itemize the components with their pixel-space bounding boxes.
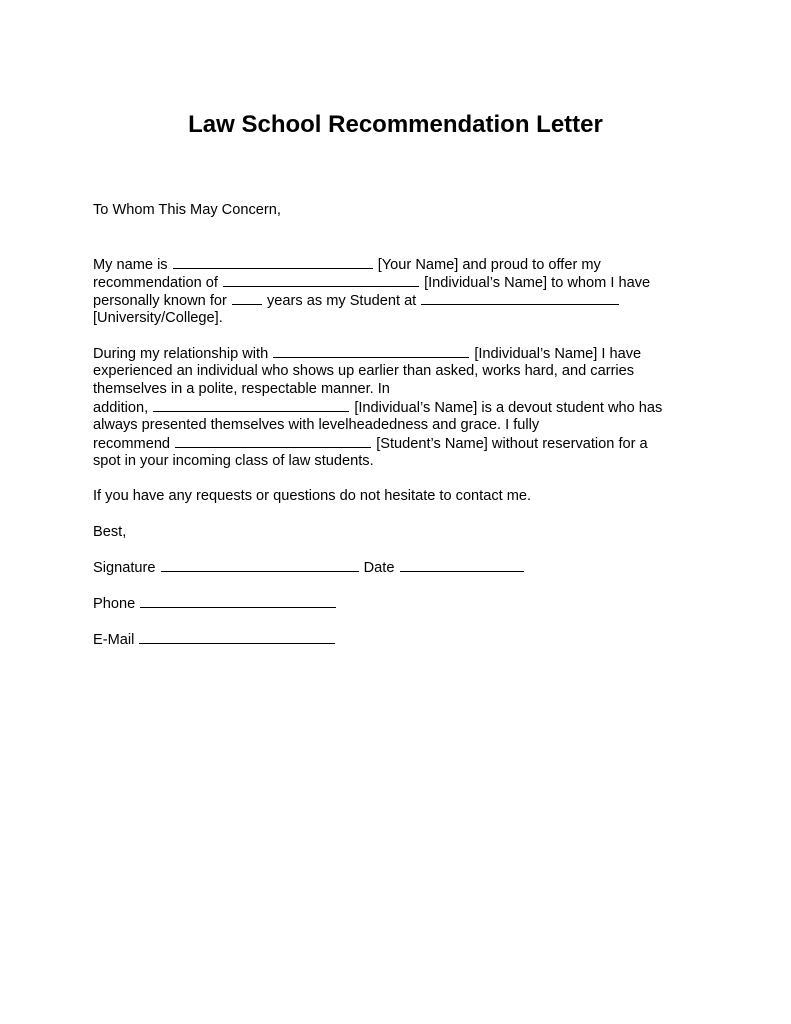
text-segment: [Your Name] and proud to offer my [377, 257, 601, 273]
phone-label: Phone [93, 596, 136, 612]
paragraph2-line3: themselves in a polite, respectable manner. In [93, 381, 390, 397]
text-segment: years as my Student at [266, 293, 417, 309]
phone-blank[interactable] [140, 594, 336, 608]
email-line [93, 630, 336, 649]
signature-label: Signature [93, 560, 156, 576]
paragraph3: If you have any requests or questions do not hesitate to contact me. [93, 488, 532, 504]
email-label: E-Mail [93, 632, 135, 648]
paragraph1-line3 [93, 291, 620, 310]
text-segment: [Individual’s Name] is a devout student who has [354, 400, 663, 416]
text-segment: recommend [93, 436, 171, 452]
text-segment: personally known for [93, 293, 227, 309]
salutation: To Whom This May Concern, [93, 202, 281, 218]
text-segment: addition, [93, 400, 149, 416]
student-name-blank[interactable] [175, 434, 371, 448]
paragraph2-line2: experienced an individual who shows up earlier than asked, works hard, and carries [93, 363, 635, 379]
paragraph2-line7: spot in your incoming class of law students. [93, 453, 374, 469]
date-blank[interactable] [400, 558, 524, 572]
paragraph1-line1 [93, 255, 601, 274]
document-title: Law School Recommendation Letter [188, 111, 603, 138]
individual-name-blank[interactable] [153, 398, 349, 412]
paragraph1-line4: [University/College]. [93, 310, 223, 326]
paragraph2-line6 [93, 434, 648, 453]
closing: Best, [93, 524, 127, 540]
individual-name-blank[interactable] [273, 344, 469, 358]
email-blank[interactable] [139, 630, 335, 644]
paragraph2-line1 [93, 344, 641, 363]
years-blank[interactable] [232, 291, 262, 305]
university-blank[interactable] [421, 291, 619, 305]
text-segment: [Individual’s Name] I have [474, 346, 642, 362]
text-segment: During my relationship with [93, 346, 269, 362]
text-segment: My name is [93, 257, 168, 273]
paragraph1-line2 [93, 273, 650, 292]
paragraph2-line4 [93, 398, 662, 417]
individual-name-blank[interactable] [223, 273, 419, 287]
signature-blank[interactable] [161, 558, 359, 572]
text-segment: [Individual’s Name] to whom I have [424, 275, 651, 291]
text-segment: [Student’s Name] without reservation for a [376, 436, 648, 452]
your-name-blank[interactable] [173, 255, 373, 269]
phone-line [93, 594, 337, 613]
text-segment: recommendation of [93, 275, 218, 291]
date-label: Date [363, 560, 395, 576]
paragraph2-line5: always presented themselves with levelheadedness and grace. I fully [93, 417, 540, 433]
signature-line [93, 558, 525, 577]
